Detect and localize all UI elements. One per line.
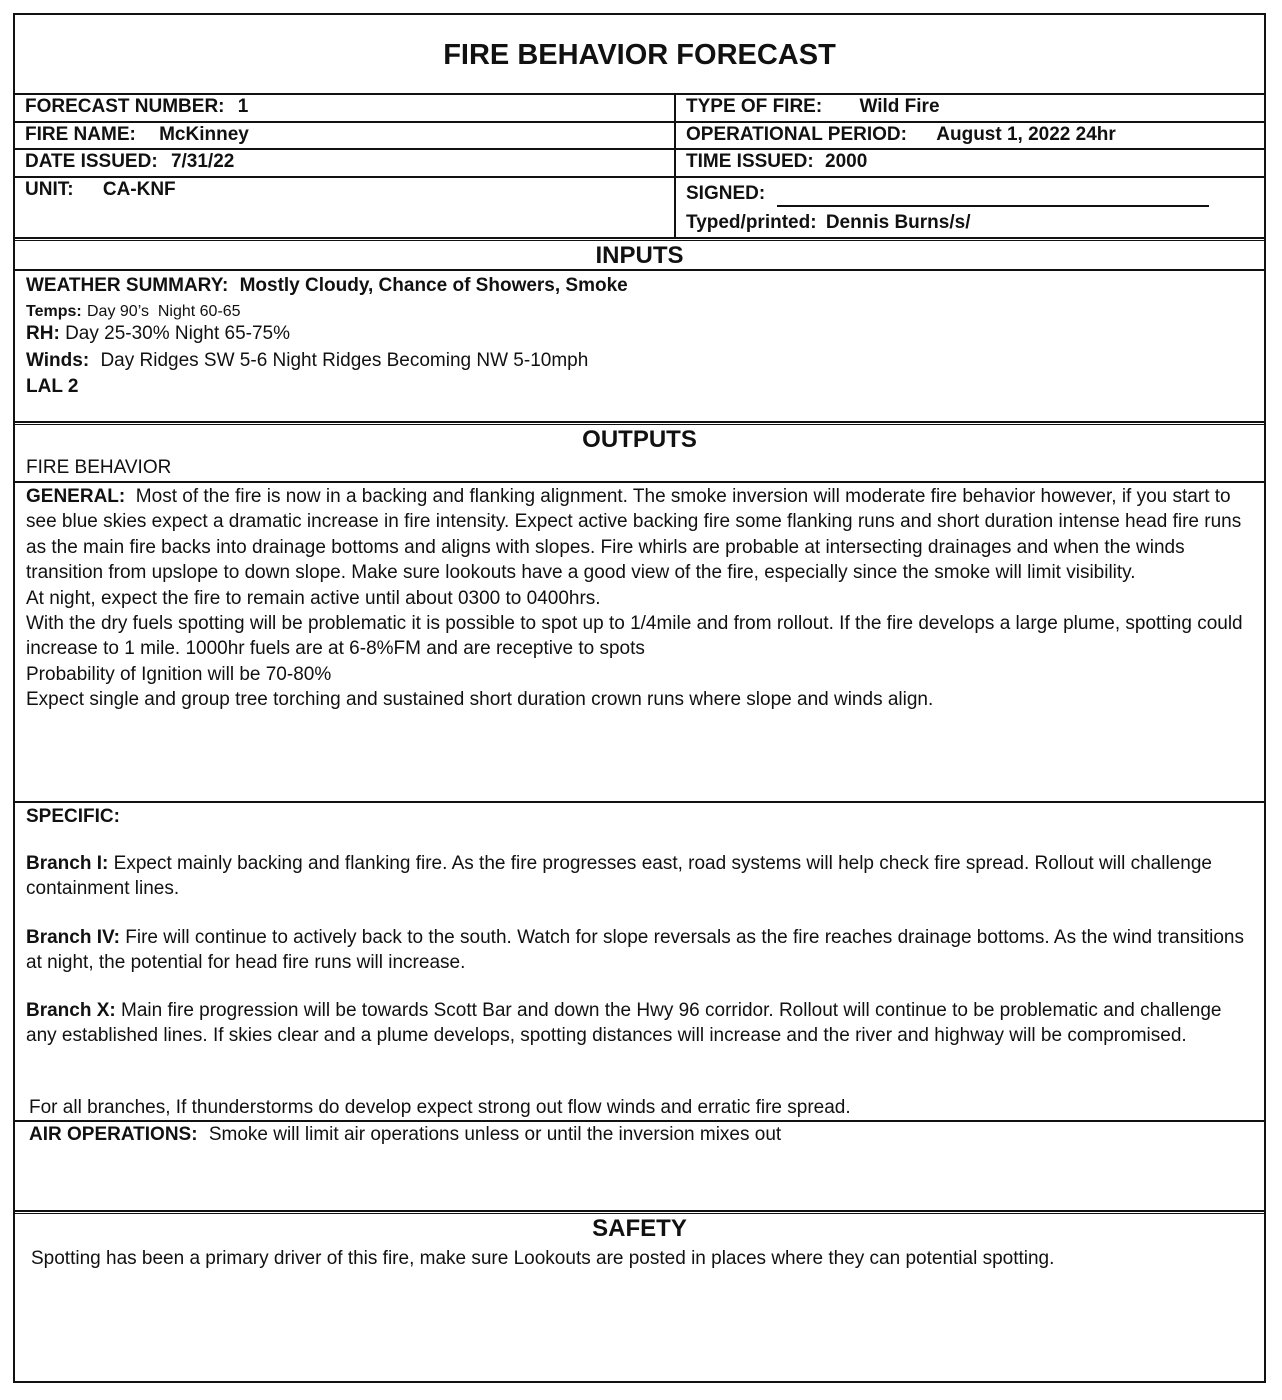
fire-behavior-label: FIRE BEHAVIOR	[26, 457, 172, 478]
branch-x-text: Main fire progression will be towards Scott Bar and down the Hwy 96 corridor. Rollout will continue to be problematic and challenge any established lines. If skies clear and a plume develops, spotting distances will increase and the river and highway will be compromised.	[26, 1000, 1222, 1047]
typed-printed-name: Dennis Burns/s/	[825, 212, 971, 233]
divider	[13, 93, 1266, 95]
divider	[13, 1120, 1266, 1122]
weather-summary	[26, 275, 628, 297]
divider	[13, 237, 1266, 239]
time-issued-label: TIME ISSUED:	[686, 151, 814, 172]
divider	[13, 148, 1266, 150]
general-text: Most of the fire is now in a backing and flanking alignment. The smoke inversion will moderate fire behavior however, if you start to see blue skies expect a dramatic increase in fire intensity. Expect active backing fire some flanking runs and short duration intense head fire runs as the main fire backs into drainage bottoms and aligns with slopes. Fire whirls are probable at intersecting drainages and when the winds transition from upslope to down slope. Make sure lookouts have a good view of the fire, especially since the smoke will limit visibility.	[26, 486, 1242, 584]
weather-summary-label: WEATHER SUMMARY:	[26, 275, 229, 296]
signed-label: SIGNED:	[686, 183, 766, 204]
temps-label: Temps:	[26, 303, 82, 320]
winds-value: Day Ridges SW 5-6 Night Ridges Becoming NW 5-10mph	[100, 350, 589, 371]
divider	[13, 269, 1266, 271]
safety-heading: SAFETY	[592, 1215, 687, 1242]
night-text: At night, expect the fire to remain active until about 0300 to 0400hrs.	[26, 587, 601, 609]
all-branches-text: For all branches, If thunderstorms do develop expect strong out flow winds and erratic fire spread.	[29, 1097, 851, 1118]
winds-line	[26, 350, 588, 372]
date-issued-label: DATE ISSUED:	[25, 151, 158, 172]
divider	[13, 176, 1266, 178]
operational-period-value: August 1, 2022 24hr	[936, 124, 1116, 145]
branch-x-label: Branch X:	[26, 1000, 116, 1021]
torching-text: Expect single and group tree torching and sustained short duration crown runs where slope and winds align.	[26, 689, 934, 711]
time-issued-value: 2000	[825, 151, 868, 172]
unit-field	[25, 179, 176, 201]
air-operations-text: Smoke will limit air operations unless or until the inversion mixes out	[208, 1124, 782, 1145]
divider	[13, 421, 1266, 423]
inputs-heading: INPUTS	[595, 242, 684, 269]
time-issued-field	[686, 151, 867, 173]
specific-label: SPECIFIC:	[26, 806, 120, 827]
branch-1-label: Branch I:	[26, 853, 109, 874]
general-section	[26, 484, 1256, 713]
unit-label: UNIT:	[25, 179, 74, 200]
outputs-heading: OUTPUTS	[582, 426, 697, 453]
divider	[13, 121, 1266, 123]
operational-period-field	[686, 124, 1116, 146]
safety-text: Spotting has been a primary driver of this fire, make sure Lookouts are posted in places where they can potential spotting.	[31, 1248, 1055, 1269]
ignition-text: Probability of Ignition will be 70-80%	[26, 663, 332, 685]
branch-1	[26, 851, 1256, 902]
divider	[674, 93, 676, 238]
type-of-fire-value: Wild Fire	[859, 96, 940, 117]
lal-value: LAL 2	[26, 376, 79, 397]
unit-value: CA-KNF	[102, 179, 176, 200]
signature-line	[777, 205, 1209, 207]
branch-4-text: Fire will continue to actively back to the south. Watch for slope reversals as the fire reaches drainage bottoms. As the wind transitions at night, the potential for head fire runs will increase.	[26, 927, 1244, 974]
typed-printed-label: Typed/printed:	[686, 212, 817, 233]
divider	[13, 1210, 1266, 1212]
branch-4-label: Branch IV:	[26, 927, 120, 948]
operational-period-label: OPERATIONAL PERIOD:	[686, 124, 907, 145]
branch-4	[26, 925, 1256, 976]
type-of-fire-label: TYPE OF FIRE:	[686, 96, 823, 117]
divider	[13, 481, 1266, 483]
divider	[13, 801, 1266, 803]
general-paragraph	[26, 484, 1256, 586]
branch-1-text: Expect mainly backing and flanking fire. As the fire progresses east, road systems will help check fire spread. Rollout will challenge containment lines.	[26, 853, 1212, 900]
forecast-number-field	[25, 96, 248, 118]
typed-printed-field	[686, 212, 970, 234]
spotting-text: With the dry fuels spotting will be problematic it is possible to spot up to 1/4mile and from rollout. If the fire develops a large plume, spotting could increase to 1 mile. 1000hr fuels are at 6-8%FM and are receptive to spots	[26, 613, 1243, 660]
type-of-fire-field	[686, 96, 940, 118]
rh-value: Day 25-30% Night 65-75%	[65, 323, 291, 344]
general-label: GENERAL:	[26, 486, 126, 507]
temps-line	[26, 300, 241, 323]
air-operations	[29, 1124, 781, 1146]
air-operations-label: AIR OPERATIONS:	[29, 1124, 198, 1145]
weather-summary-value: Mostly Cloudy, Chance of Showers, Smoke	[239, 275, 628, 296]
rh-label: RH:	[26, 323, 60, 344]
date-issued-value: 7/31/22	[170, 151, 235, 172]
fire-name-value: McKinney	[159, 124, 249, 145]
form-title: FIRE BEHAVIOR FORECAST	[443, 39, 836, 71]
rh-line	[26, 323, 290, 345]
forecast-number-value: 1	[237, 96, 249, 117]
winds-label: Winds:	[26, 350, 90, 371]
date-issued-field	[25, 151, 234, 173]
fire-name-label: FIRE NAME:	[25, 124, 136, 145]
fire-name-field	[25, 124, 249, 146]
temps-value: Day 90’s Night 60-65	[87, 303, 241, 320]
forecast-number-label: FORECAST NUMBER:	[25, 96, 225, 117]
branch-x	[26, 998, 1256, 1049]
